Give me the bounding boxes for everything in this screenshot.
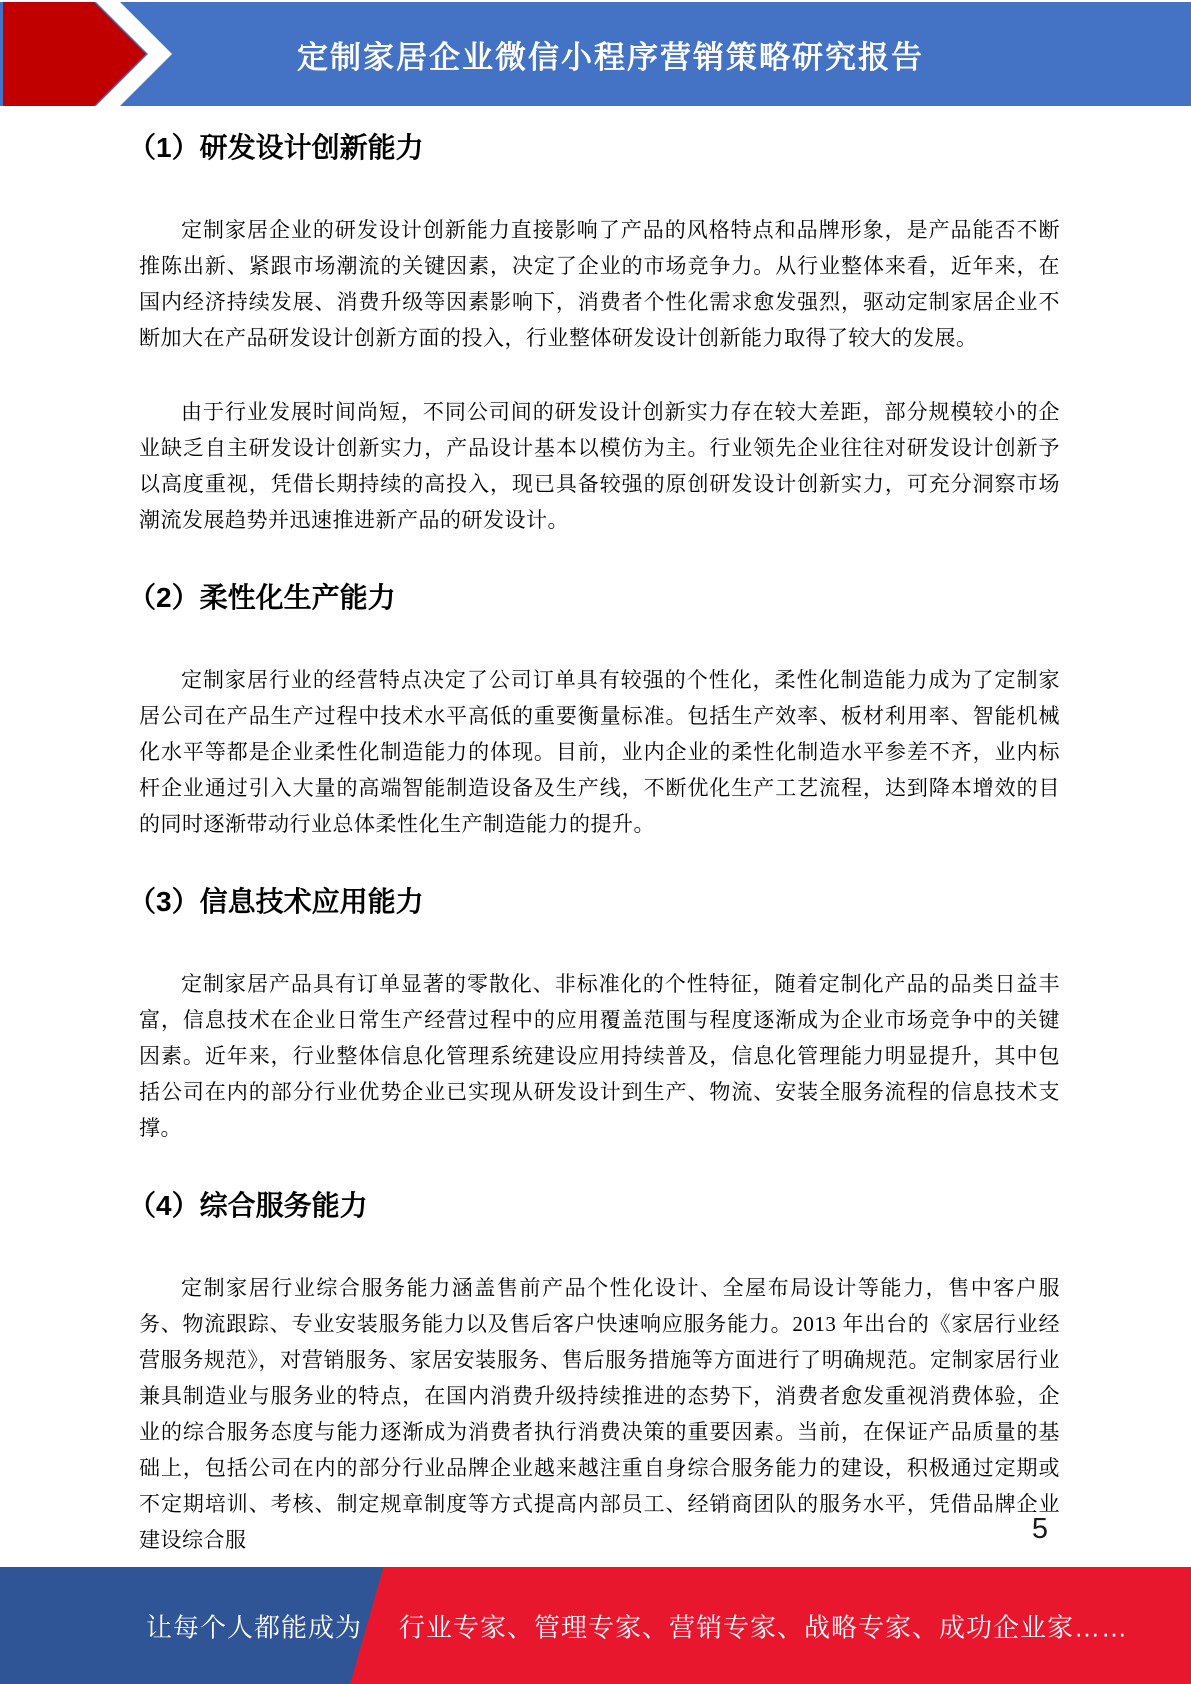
section-3-paragraph-1: 定制家居产品具有订单显著的零散化、非标准化的个性特征，随着定制化产品的品类日益丰富，信息技术在企业日常生产经营过程中的应用覆盖范围与程度逐渐成为企业市场竞争中的关键因素。近年来，行业整体信息化管理系统建设应用持续普及，信息化管理能力明显提升，其中包括公司在内的部分行业优势企业已实现从研发设计到生产、物流、安装全服务流程的信息技术支撑。: [139, 972, 1060, 1140]
section-1-paragraph-1: 定制家居企业的研发设计创新能力直接影响了产品的风格特点和品牌形象，是产品能否不断推陈出新、紧跟市场潮流的关键因素，决定了企业的市场竞争力。从行业整体来看，近年来，在国内经济持续发展、消费升级等因素影响下，消费者个性化需求愈发强烈，驱动定制家居企业不断加大在产品研发设计创新方面的投入，行业整体研发设计创新能力取得了较大的发展。: [139, 218, 1060, 350]
section-4-heading: （4）综合服务能力: [128, 1190, 368, 1221]
section-2-heading: （2）柔性化生产能力: [128, 582, 396, 613]
page-number: 5: [1031, 1513, 1048, 1545]
footer-banner: [0, 1567, 1191, 1684]
report-title: 定制家居企业微信小程序营销策略研究报告: [297, 39, 924, 75]
section-1-paragraph-2: 由于行业发展时间尚短，不同公司间的研发设计创新实力存在较大差距，部分规模较小的企业缺乏自主研发设计创新实力，产品设计基本以模仿为主。行业领先企业往往对研发设计创新予以高度重视，凭借长期持续的高投入，现已具备较强的原创研发设计创新实力，可充分洞察市场潮流发展趋势并迅速推进新产品的研发设计。: [139, 400, 1060, 532]
header-banner: [0, 2, 1191, 106]
document-content: [128, 106, 1060, 1558]
footer-slogan-left: 让每个人都能成为: [146, 1612, 363, 1642]
section-3-heading: （3）信息技术应用能力: [128, 886, 424, 917]
section-2-paragraph-1: 定制家居行业的经营特点决定了公司订单具有较强的个性化，柔性化制造能力成为了定制家居公司在产品生产过程中技术水平高低的重要衡量标准。包括生产效率、板材利用率、智能机械化水平等都是企业柔性化制造能力的体现。目前，业内企业的柔性化制造水平参差不齐，业内标杆企业通过引入大量的高端智能制造设备及生产线，不断优化生产工艺流程，达到降本增效的目的同时逐渐带动行业总体柔性化生产制造能力的提升。: [139, 668, 1060, 836]
footer-slogan-right: 行业专家、管理专家、营销专家、战略专家、成功企业家……: [399, 1612, 1129, 1642]
section-4-paragraph-1: 定制家居行业综合服务能力涵盖售前产品个性化设计、全屋布局设计等能力，售中客户服务、物流跟踪、专业安装服务能力以及售后客户快速响应服务能力。2013 年出台的《家居行业经营服务规范》，对营销服务、家居安装服务、售后服务措施等方面进行了明确规范。定制家居行业兼具制造业与服务业的特点，在国内消费升级持续推进的态势下，消费者愈发重视消费体验，企业的综合服务态度与能力逐渐成为消费者执行消费决策的重要因素。当前，在保证产品质量的基础上，包括公司在内的部分行业品牌企业越来越注重自身综合服务能力的建设，积极通过定期或不定期培训、考核、制定规章制度等方式提高内部员工、经销商团队的服务水平，凭借品牌企业建设综合服: [139, 1276, 1060, 1552]
section-1-heading: （1）研发设计创新能力: [128, 132, 424, 163]
